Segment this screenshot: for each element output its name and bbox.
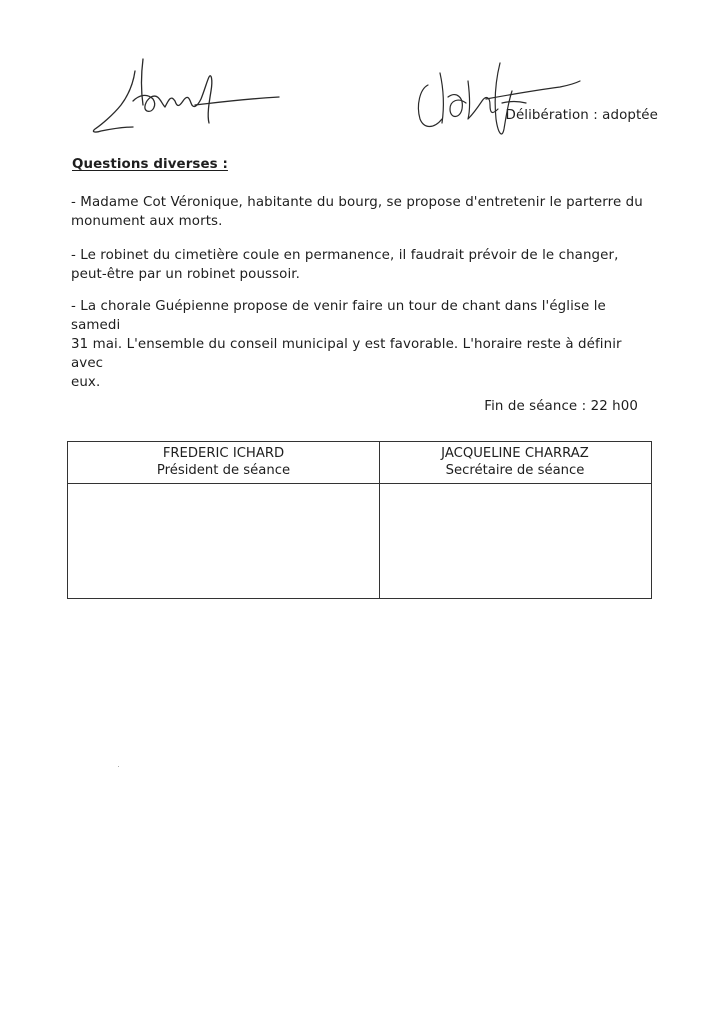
deliberation-status: Délibération : adoptée: [505, 108, 658, 123]
secretary-signature-image: [390, 57, 590, 147]
item-line: - La chorale Guépienne propose de venir faire un tour de chant dans l'église le samedi: [71, 299, 606, 333]
item-line: 31 mai. L'ensemble du conseil municipal y est favorable. L'horaire reste à définir avec: [71, 337, 622, 371]
item-line: monument aux morts.: [71, 214, 223, 229]
secretary-header: [379, 445, 651, 479]
president-name: FREDERIC ICHARD: [162, 446, 285, 461]
item-line: eux.: [71, 375, 101, 390]
end-of-session: Fin de séance : 22 h00: [484, 399, 638, 414]
president-header: [68, 445, 379, 479]
item-line: - Le robinet du cimetière coule en permanence, il faudrait prévoir de le changer,: [71, 248, 619, 263]
scan-speck: [118, 766, 119, 767]
item-line: - Madame Cot Véronique, habitante du bourg, se propose d'entretenir le parterre du: [71, 195, 643, 210]
section-title: Questions diverses :: [72, 157, 228, 172]
secretary-name: JACQUELINE CHARRAZ: [441, 446, 589, 461]
item-line: peut-être par un robinet poussoir.: [71, 267, 301, 282]
table-divider-horizontal: [68, 483, 651, 484]
list-item: [71, 246, 656, 284]
president-role: Président de séance: [156, 463, 291, 478]
signature-table: [67, 441, 652, 599]
secretary-role: Secrétaire de séance: [445, 463, 585, 478]
president-signature-image: [83, 57, 283, 147]
list-item: [71, 297, 656, 392]
list-item: [71, 193, 656, 231]
